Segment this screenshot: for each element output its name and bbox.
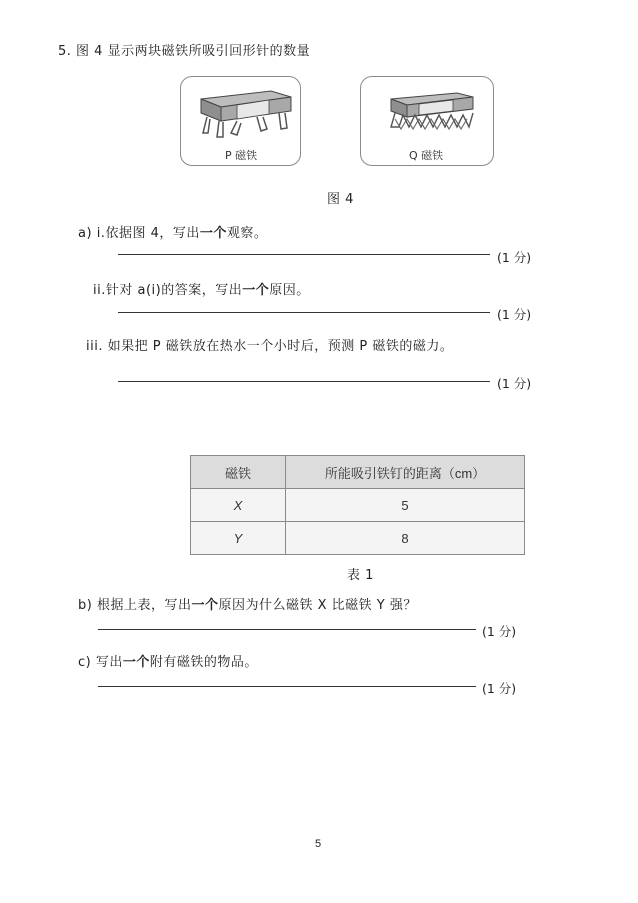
part-a-label: a) [78, 226, 93, 241]
q-magnet-illustration [361, 77, 493, 147]
part-a-i-question [78, 222, 267, 241]
question-number: 5. [58, 44, 72, 59]
part-b-text-bold: 一个 [191, 598, 219, 613]
part-a-iii-number: iii. [86, 339, 103, 354]
answer-line-b[interactable] [98, 629, 476, 630]
p-magnet-illustration [181, 77, 300, 147]
data-table [190, 455, 525, 555]
marks-a-i: (1 分) [497, 250, 532, 265]
part-c-question [78, 651, 258, 670]
q-magnet-picture [360, 76, 494, 166]
part-c-label: c) [78, 655, 92, 670]
part-a-ii-number: ii. [93, 283, 106, 298]
p-magnet-label: P 磁铁 [225, 149, 258, 162]
table-cell-magnet: X [191, 489, 286, 522]
part-a-iii-question [86, 335, 453, 354]
page-number: 5 [315, 838, 322, 850]
part-c-text-post: 附有磁铁的物品。 [149, 655, 258, 670]
answer-line-a-i[interactable] [118, 254, 490, 255]
marks-a-iii: (1 分) [497, 376, 532, 391]
answer-line-a-ii[interactable] [118, 312, 490, 313]
part-a-i-text-bold: 一个 [199, 226, 227, 241]
answer-line-c[interactable] [98, 686, 476, 687]
question-text: 图 4 显示两块磁铁所吸引回形针的数量 [76, 44, 311, 59]
table-cell-distance: 5 [286, 489, 525, 522]
part-a-ii-text-bold: 一个 [242, 283, 270, 298]
table-row [191, 489, 525, 522]
table-header-row [191, 456, 525, 489]
part-b-text-post: 原因为什么磁铁 X 比磁铁 Y 强？ [218, 598, 417, 613]
table-caption: 表 1 [347, 568, 374, 583]
part-c-text-pre: 写出 [95, 655, 123, 670]
part-a-ii-text-pre: 针对 a(i)的答案，写出 [105, 283, 243, 298]
part-a-ii-text-post: 原因。 [269, 283, 310, 298]
part-a-i-text-pre: 依据图 4，写出 [105, 226, 200, 241]
q-magnet-label: Q 磁铁 [409, 149, 444, 162]
part-a-i-text-post: 观察。 [226, 226, 268, 241]
part-a-ii-question [93, 279, 310, 298]
table-cell-distance: 8 [286, 522, 525, 555]
marks-a-ii: (1 分) [497, 307, 532, 322]
table-cell-magnet: Y [191, 522, 286, 555]
table-header-distance: 所能吸引铁钉的距离（cm） [286, 456, 525, 489]
p-magnet-picture [180, 76, 301, 166]
table-row [191, 522, 525, 555]
figure-caption: 图 4 [327, 192, 354, 207]
marks-c: (1 分) [482, 681, 517, 696]
part-a-iii-text: 如果把 P 磁铁放在热水一个小时后，预测 P 磁铁的磁力。 [107, 339, 454, 354]
answer-line-a-iii[interactable] [118, 381, 490, 382]
marks-b: (1 分) [482, 624, 517, 639]
question-heading [58, 40, 310, 59]
part-b-question [78, 594, 417, 613]
part-c-text-bold: 一个 [122, 655, 150, 670]
part-a-i-number: i. [96, 226, 106, 241]
part-b-text-pre: 根据上表，写出 [96, 598, 192, 613]
part-b-label: b) [78, 598, 93, 613]
table-header-magnet: 磁铁 [191, 456, 286, 489]
